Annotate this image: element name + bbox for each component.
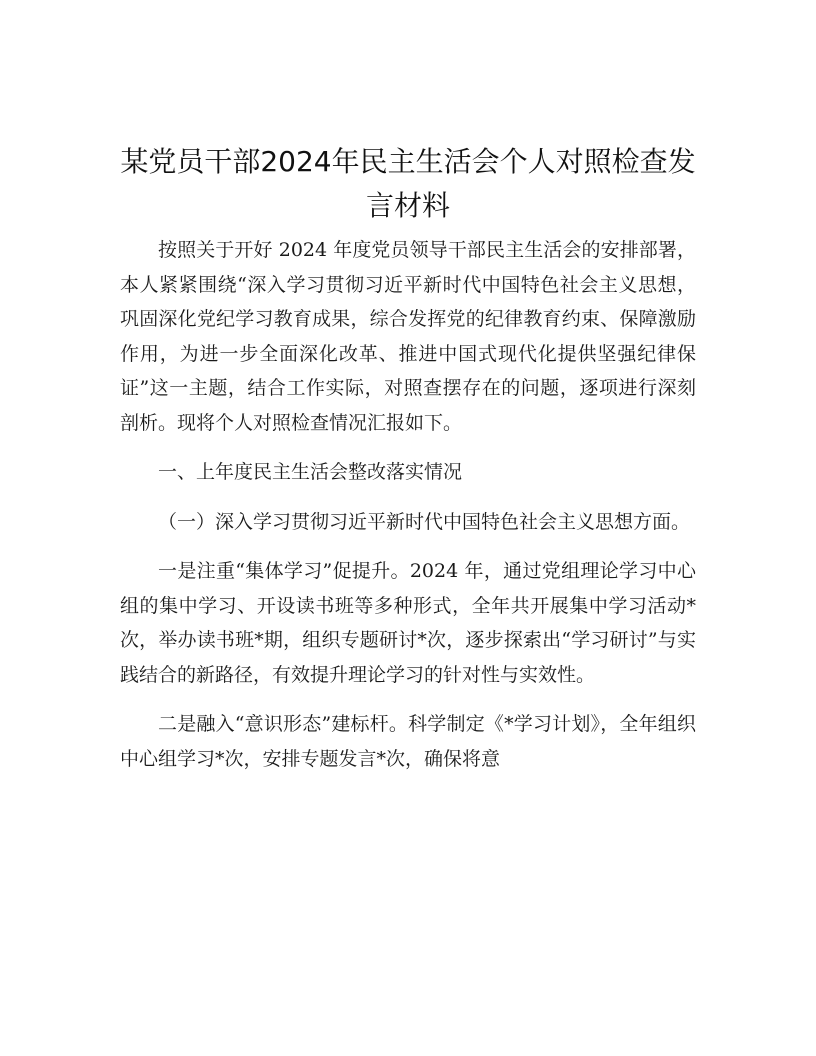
subsection-heading-1: （一）深入学习贯彻习近平新时代中国特色社会主义思想方面。 [158, 510, 691, 533]
paragraph-point-1: 一是注重“集体学习”促提升。2024 年，通过党组理论学习中心组的集中学习、开设读书班等多种形式，全年共开展集中学习活动*次，举办读书班*期，组织专题研讨*次，逐步探索出“学习研讨”与实践结合的新路径，有效提升理论学习的针对性与实效性。 [120, 560, 696, 686]
document-title: 某党员干部2024年民主生活会个人对照检查发言材料 [120, 145, 696, 222]
paragraph-point-2: 二是融入“意识形态”建标杆。科学制定《*学习计划》，全年组织中心组学习*次，安排专题发言*次，确保将意 [120, 713, 696, 770]
section-heading-1: 一、上年度民主生活会整改落实情况 [158, 461, 463, 483]
paragraph-intro: 按照关于开好 2024 年度党员领导干部民主生活会的安排部署，本人紧紧围绕“深入学习贯彻习近平新时代中国特色社会主义思想，巩固深化党纪学习教育成果，综合发挥党的纪律教育约束、保障激励作用，为进一步全面深化改革、推进中国式现代化提供坚强纪律保证”这一主题，结合工作实际，对照查摆存在的问题，逐项进行深刻剖析。现将个人对照检查情况汇报如下。 [120, 239, 696, 434]
document-body [120, 233, 696, 776]
